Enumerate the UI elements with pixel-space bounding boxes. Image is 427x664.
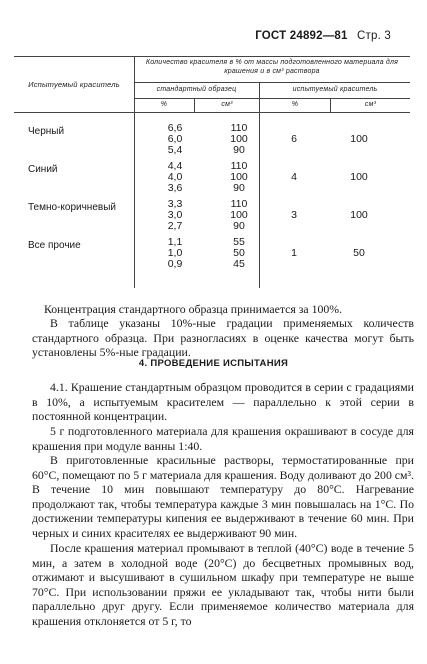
row-test-pct: 1 — [291, 247, 297, 259]
row-test-pct: 6 — [291, 133, 297, 145]
row-std-cm3: 110 100 90 — [230, 198, 248, 232]
header-std-cm3: см³ — [221, 101, 233, 108]
row-std-cm3: 110 100 90 — [230, 160, 248, 194]
row-std-pct: 4,4 4,0 3,6 — [167, 160, 183, 194]
page-number: Стр. 3 — [357, 30, 391, 42]
paragraph-rinsing: После крашения материал промывают в теплой (40°С) воде в течение 5 мин, а затем в холодной воде (20°С) до бесцветных промывных вод, отжимают и высушивают в сушильном шкафу при температуре не выше 70°С. При использовании пряжи ее укладывают так, чтобы нити были параллельно друг другу. Если применяемое количество материала для крашения отклоняется от 5 г, то — [32, 541, 414, 628]
row-test-pct: 3 — [291, 209, 297, 221]
row-std-cm3: 55 50 45 — [233, 236, 245, 270]
row-std-pct: 6,6 6,0 5,4 — [167, 122, 183, 156]
table-rule-header-bottom — [14, 112, 410, 113]
header-tested: испытуемый краситель — [292, 86, 378, 93]
row-test-cm3: 100 — [350, 209, 368, 221]
row-dye-name: Синий — [28, 164, 58, 175]
table-divider-standard — [259, 82, 260, 288]
paragraph-4-1: 4.1. Крашение стандартным образцом проводится в серии с градациями в 10%, а испытуемым красителем — параллельно к этой серии в постоянной концентрации. — [32, 380, 414, 424]
row-dye-name: Черный — [28, 126, 65, 137]
header-dye: Испытуемый краситель — [28, 80, 120, 89]
section-title: 4. ПРОВЕДЕНИЕ ИСПЫТАНИЯ — [138, 358, 289, 369]
paragraph-concentration: Концентрация стандартного образца принимается за 100%. — [44, 302, 343, 316]
header-test-cm3: см³ — [364, 101, 377, 108]
header-test-pct: % — [291, 101, 299, 108]
paragraph-heating: В приготовленные красильные растворы, термостатированные при 60°С, помещают по 5 г материала для крашения. Воду доливают до 200 см³. В течение 10 мин повышают температуру до 80°С. Нагревание продолжают так, чтобы температура каждые 3 мин повышалась на 1°С. По достижении температуры кипения ее выдерживают в течение 60 мин. При черных и синих красителях ее выдерживают 90 мин. — [32, 453, 414, 540]
dye-amount-table — [14, 56, 410, 288]
row-test-pct: 4 — [291, 171, 297, 183]
table-rule-top — [14, 56, 410, 57]
row-dye-name: Темно-коричневый — [28, 202, 116, 213]
row-std-pct: 3,3 3,0 2,7 — [167, 198, 183, 232]
paragraph-dyeing-bath: 5 г подготовленного материала для крашения окрашивают в сосуде для крашения при модуле ванны 1:40. — [32, 424, 414, 453]
row-std-cm3: 110 100 90 — [230, 122, 248, 156]
header-amount: Количество красителя в % от массы подготовленного материала для крашения и в см³ раствора — [145, 59, 399, 75]
table-rule-header-1 — [134, 82, 410, 83]
standard-number: ГОСТ 24892—81 — [255, 30, 348, 42]
running-header — [255, 30, 391, 42]
row-test-cm3: 100 — [350, 171, 368, 183]
row-test-cm3: 50 — [353, 247, 365, 259]
paragraph-gradations: В таблице указаны 10%-ные градации применяемых количеств стандартного образца. При разногласиях в оценке качества могут быть установлены 5%-ные градации. — [32, 316, 414, 360]
row-test-cm3: 100 — [350, 133, 368, 145]
table-rule-header-2 — [134, 98, 410, 99]
header-standard: стандартный образец — [156, 86, 237, 93]
header-std-pct: % — [160, 101, 168, 108]
row-std-pct: 1,1 1,0 0,9 — [167, 236, 183, 270]
row-dye-name: Все прочие — [28, 240, 81, 251]
